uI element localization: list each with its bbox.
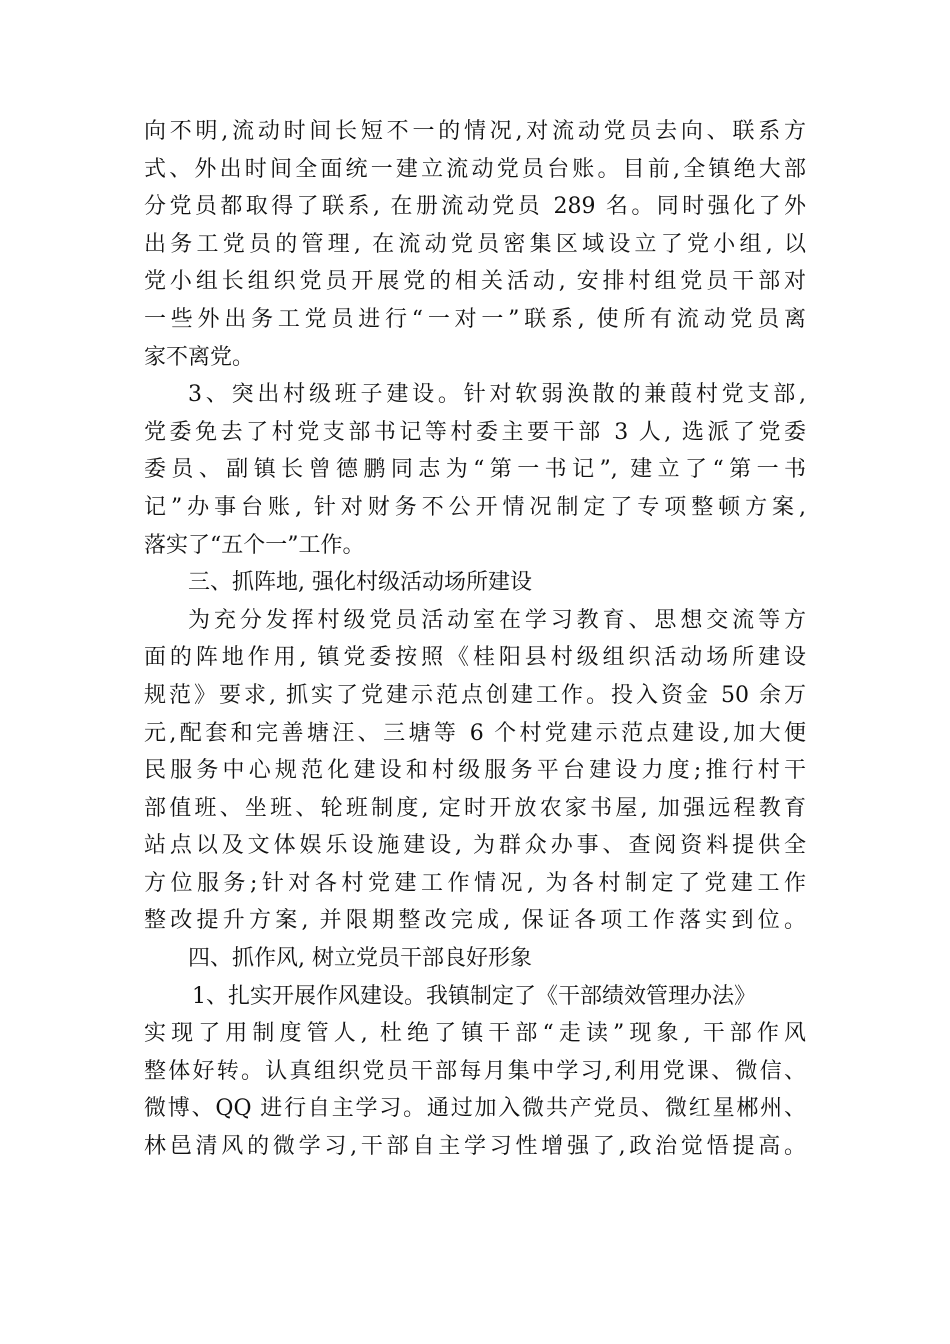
paragraph-line: 向不明,流动时间长短不一的情况,对流动党员去向、联系方 <box>144 119 806 144</box>
paragraph-line: 元,配套和完善塘汪、三塘等 6 个村党建示范点建设,加大便 <box>144 720 806 746</box>
paragraph-line: 为充分发挥村级党员活动室在学习教育、思想交流等方 <box>188 607 806 633</box>
paragraph-line: 面的阵地作用, 镇党委按照《桂阳县村级组织活动场所建设 <box>144 645 806 671</box>
paragraph-line: 1、扎实开展作风建设。我镇制定了《干部绩效管理办法》 <box>192 983 756 1009</box>
paragraph-line: 落实了“五个一”工作。 <box>144 532 365 558</box>
paragraph-line: 记”办事台账, 针对财务不公开情况制定了专项整顿方案, <box>144 494 806 520</box>
paragraph-line: 分党员都取得了联系, 在册流动党员 289 名。同时强化了外 <box>144 194 806 220</box>
paragraph-line: 林邑清风的微学习,干部自主学习性增强了,政治觉悟提高。 <box>144 1134 806 1160</box>
paragraph-line: 一些外出务工党员进行“一对一”联系, 使所有流动党员离 <box>144 306 806 332</box>
section-heading: 三、抓阵地, 强化村级活动场所建设 <box>188 570 532 596</box>
paragraph-line: 规范》要求, 抓实了党建示范点创建工作。投入资金 50 余万 <box>144 682 806 708</box>
paragraph-line: 3、突出村级班子建设。针对软弱涣散的兼葭村党支部, <box>188 382 806 408</box>
paragraph-line: 党委免去了村党支部书记等村委主要干部 3 人, 选派了党委 <box>144 419 806 445</box>
paragraph-line: 微博、QQ 进行自主学习。通过加入微共产党员、微红星郴州、 <box>144 1096 806 1122</box>
paragraph-line: 站点以及文体娱乐设施建设, 为群众办事、查阅资料提供全 <box>144 833 806 859</box>
paragraph-line: 委员、副镇长曾德鹏同志为“第一书记”, 建立了“第一书 <box>144 457 806 483</box>
paragraph-line: 出务工党员的管理, 在流动党员密集区域设立了党小组, 以 <box>144 231 806 257</box>
paragraph-line: 整改提升方案, 并限期整改完成, 保证各项工作落实到位。 <box>144 908 806 934</box>
paragraph-line: 方位服务;针对各村党建工作情况, 为各村制定了党建工作 <box>144 870 806 896</box>
paragraph-line: 实现了用制度管人, 杜绝了镇干部“走读”现象, 干部作风 <box>144 1021 806 1047</box>
section-heading: 四、抓作风, 树立党员干部良好形象 <box>188 946 532 972</box>
paragraph-line: 民服务中心规范化建设和村级服务平台建设力度;推行村干 <box>144 758 806 784</box>
paragraph-line: 整体好转。认真组织党员干部每月集中学习,利用党课、微信、 <box>144 1058 806 1084</box>
paragraph-line: 党小组长组织党员开展党的相关活动, 安排村组党员干部对 <box>144 269 806 295</box>
paragraph-line: 式、外出时间全面统一建立流动党员台账。目前,全镇绝大部 <box>144 156 806 182</box>
paragraph-line: 家不离党。 <box>144 344 255 370</box>
document-page <box>144 113 806 1166</box>
paragraph-line: 部值班、坐班、轮班制度, 定时开放农家书屋, 加强远程教育 <box>144 795 806 821</box>
